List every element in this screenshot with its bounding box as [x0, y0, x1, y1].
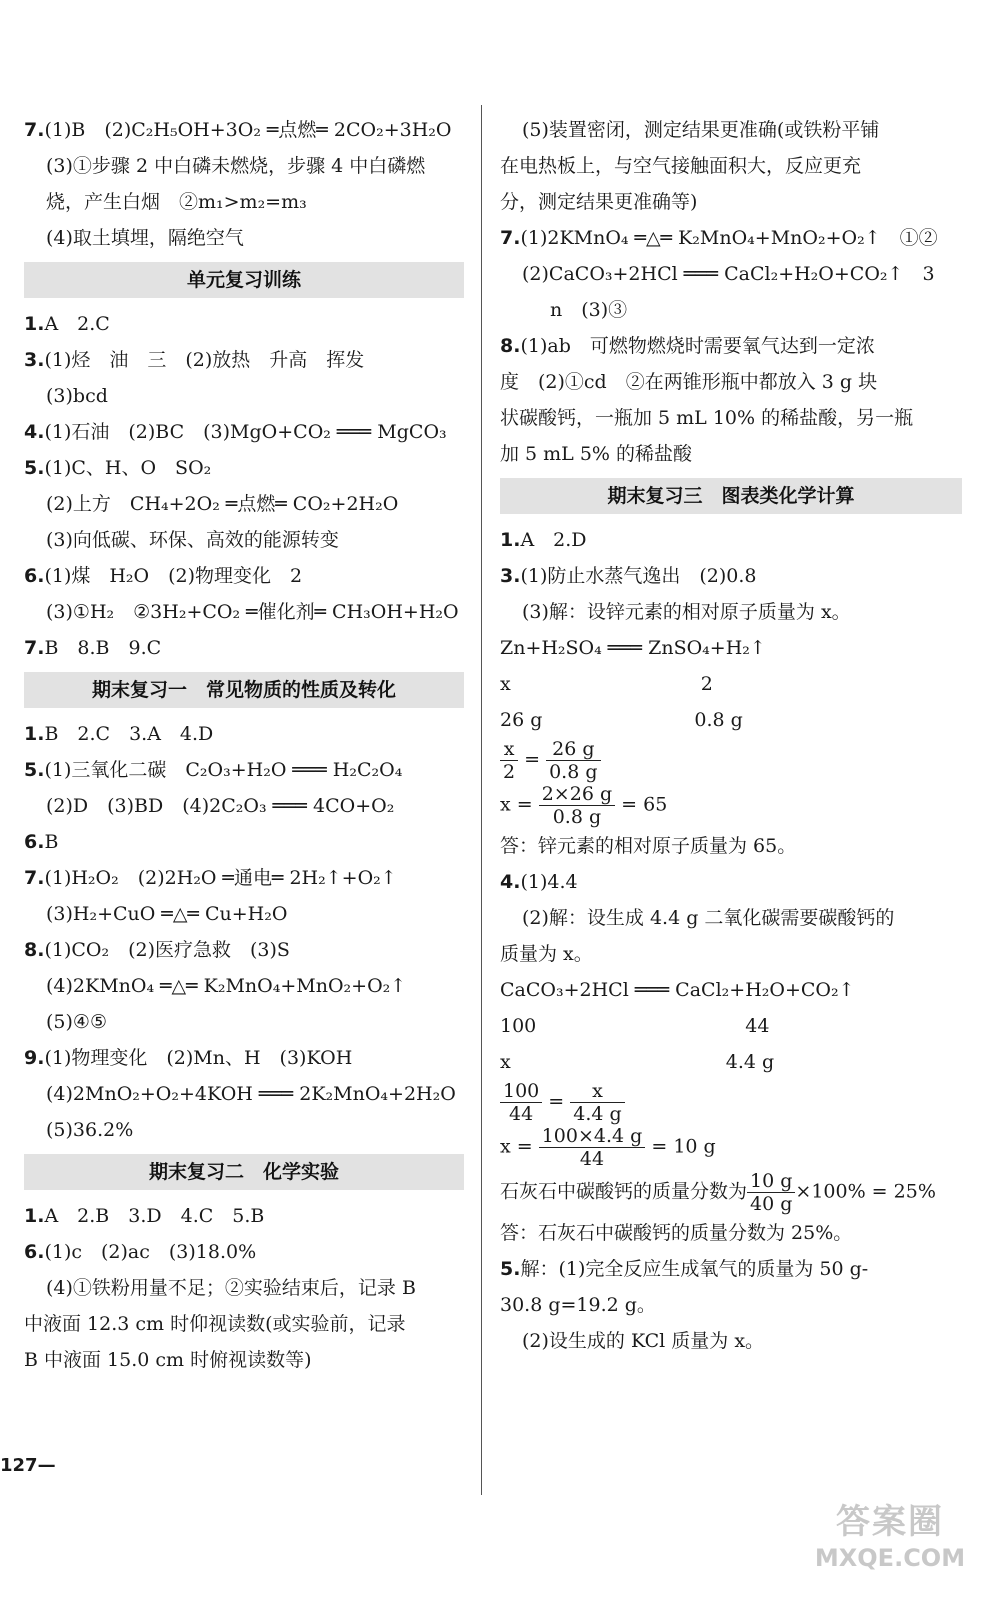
answer-text: (1)三氧化二碳 C₂O₃+H₂O ═══ H₂C₂O₄ [44, 759, 403, 781]
watermark-text: 答案圈 [836, 1502, 944, 1542]
fraction [546, 738, 600, 783]
question-line [24, 558, 464, 594]
fraction-denominator: 0.8 g [552, 806, 602, 828]
answer-text: 解：(1)完全反应生成氧气的质量为 50 g- [520, 1258, 869, 1280]
calculation-line [500, 1170, 962, 1215]
answer-text: A 2.C [44, 313, 110, 335]
calculation-line [500, 783, 962, 828]
question-line [24, 1040, 464, 1076]
fraction-denominator: 44 [509, 1103, 534, 1125]
calc-operator: = 10 g [645, 1135, 716, 1158]
question-number: 5. [24, 759, 45, 781]
fraction-numerator: 2×26 g [539, 783, 615, 806]
fraction [539, 783, 615, 828]
answer-text: (1)2KMnO₄ ═△═ K₂MnO₄+MnO₂+O₂↑ ①② [520, 227, 938, 249]
fraction [539, 1125, 646, 1170]
fraction-denominator: 4.4 g [573, 1103, 622, 1125]
watermark-url: MXQE.COM [814, 1544, 966, 1572]
calculation-line [500, 738, 962, 783]
question-number: 8. [500, 335, 521, 357]
fraction-denominator: 44 [579, 1148, 605, 1170]
answer-text: (1)c (2)ac (3)18.0% [44, 1241, 257, 1263]
question-number: 3. [500, 565, 521, 587]
question-number: 7. [500, 227, 521, 249]
question-line [24, 824, 464, 860]
question-line [500, 1251, 962, 1287]
answer-line: (2)D (3)BD (4)2C₂O₃ ═══ 4CO+O₂ [46, 795, 395, 817]
fraction-numerator: 26 g [546, 738, 600, 761]
question-line [500, 522, 962, 558]
question-number: 7. [24, 119, 45, 141]
answer-line: x 4.4 g [500, 1051, 775, 1073]
question-line [24, 342, 464, 378]
question-number: 3. [24, 349, 45, 371]
answer-text: A 2.D [520, 529, 587, 551]
question-line [24, 306, 464, 342]
fraction-denominator: 40 g [750, 1193, 793, 1215]
answer-line: 26 g 0.8 g [500, 709, 743, 731]
answer-text: (1)煤 H₂O (2)物理变化 2 [44, 565, 303, 587]
question-number: 5. [500, 1258, 521, 1280]
calc-operator: = [518, 748, 547, 771]
answer-line: 烧，产生白烟 ②m₁>m₂=m₃ [46, 191, 307, 213]
answer-line: (2)设生成的 KCl 质量为 x。 [522, 1330, 765, 1352]
answer-line: (3)向低碳、环保、高效的能源转变 [46, 529, 339, 551]
question-number: 6. [24, 1241, 45, 1263]
answer-line: (3)①H₂ ②3H₂+CO₂ ═催化剂═ CH₃OH+H₂O [46, 601, 459, 623]
answer-line: 30.8 g=19.2 g。 [500, 1294, 656, 1316]
column-divider [481, 105, 482, 1495]
question-line [24, 450, 464, 486]
answer-line: 状碳酸钙，一瓶加 5 mL 10% 的稀盐酸，另一瓶 [500, 407, 914, 429]
answer-line: 中液面 12.3 cm 时仰视读数(或实验前，记录 [24, 1313, 406, 1335]
answer-line: 分，测定结果更准确等) [500, 191, 698, 213]
question-line [24, 860, 464, 896]
calc-operator: ×100% = 25% [795, 1180, 936, 1203]
answer-text: B 2.C 3.A 4.D [44, 723, 214, 745]
answer-text: (1)物理变化 (2)Mn、H (3)KOH [44, 1047, 353, 1069]
answer-line: 质量为 x。 [500, 943, 593, 965]
question-line [24, 716, 464, 752]
fraction [500, 738, 518, 783]
question-line [24, 630, 464, 666]
answer-line: (5)36.2% [46, 1119, 134, 1141]
calculation-line [500, 1125, 962, 1170]
answer-text: (1)ab 可燃物燃烧时需要氧气达到一定浓 [520, 335, 875, 357]
answer-line: (3)bcd [46, 385, 108, 407]
watermark-logo [810, 1500, 970, 1580]
answer-text: B 8.B 9.C [44, 637, 162, 659]
answer-line: 100 44 [500, 1015, 770, 1037]
answer-line: (4)取土填埋，隔绝空气 [46, 227, 244, 249]
right-column [500, 112, 962, 1359]
calculation-line [500, 1080, 962, 1125]
question-number: 1. [24, 1205, 45, 1227]
question-number: 1. [24, 313, 45, 335]
calc-prefix: x = [500, 793, 539, 816]
section-header: 单元复习训练 [24, 262, 464, 298]
answer-text: (1)B (2)C₂H₅OH+3O₂ ═点燃═ 2CO₂+3H₂O [44, 119, 452, 141]
question-number: 1. [500, 529, 521, 551]
answer-line: 在电热板上，与空气接触面积大，反应更充 [500, 155, 862, 177]
answer-text: (1)H₂O₂ (2)2H₂O ═通电═ 2H₂↑+O₂↑ [44, 867, 397, 889]
section-header: 期末复习三 图表类化学计算 [500, 478, 962, 514]
fraction-denominator: 2 [503, 761, 516, 783]
answer-line: (2)CaCO₃+2HCl ═══ CaCl₂+H₂O+CO₂↑ 3 [522, 263, 935, 285]
answer-line: (2)上方 CH₄+2O₂ ═点燃═ CO₂+2H₂O [46, 493, 399, 515]
calc-prefix: x = [500, 1135, 539, 1158]
answer-line: 答：石灰石中碳酸钙的质量分数为 25%。 [500, 1222, 853, 1244]
question-number: 6. [24, 565, 45, 587]
answer-line: (4)2KMnO₄ ═△═ K₂MnO₄+MnO₂+O₂↑ [46, 975, 407, 997]
answer-text: (1)石油 (2)BC (3)MgO+CO₂ ═══ MgCO₃ [44, 421, 447, 443]
answer-line: (5)装置密闭，测定结果更准确(或铁粉平铺 [522, 119, 880, 141]
question-number: 8. [24, 939, 45, 961]
answer-line: (3)H₂+CuO ═△═ Cu+H₂O [46, 903, 288, 925]
question-line [24, 752, 464, 788]
answer-line: CaCO₃+2HCl ═══ CaCl₂+H₂O+CO₂↑ [500, 979, 855, 1001]
answer-line: (4)2MnO₂+O₂+4KOH ═══ 2K₂MnO₄+2H₂O [46, 1083, 456, 1105]
answer-line: (5)④⑤ [46, 1011, 107, 1033]
left-column [24, 112, 464, 1378]
answer-line: 度 (2)①cd ②在两锥形瓶中都放入 3 g 块 [500, 371, 878, 393]
answer-line: Zn+H₂SO₄ ═══ ZnSO₄+H₂↑ [500, 637, 766, 659]
fraction-numerator: x [570, 1080, 624, 1103]
question-line [500, 220, 962, 256]
question-number: 6. [24, 831, 45, 853]
answer-line: (3)解：设锌元素的相对原子质量为 x。 [522, 601, 851, 623]
section-header: 期末复习二 化学实验 [24, 1154, 464, 1190]
fraction-numerator: 10 g [747, 1170, 795, 1193]
fraction [747, 1170, 795, 1215]
question-line [500, 864, 962, 900]
answer-text: (1)4.4 [520, 871, 578, 893]
fraction-numerator: 100 [500, 1080, 542, 1103]
fraction [500, 1080, 542, 1125]
question-number: 5. [24, 457, 45, 479]
answer-line: n (3)③ [550, 299, 628, 321]
calc-operator: = [542, 1090, 571, 1113]
question-number: 7. [24, 867, 45, 889]
question-number: 4. [500, 871, 521, 893]
answer-line: x 2 [500, 673, 713, 695]
answer-line: (3)①步骤 2 中白磷未燃烧，步骤 4 中白磷燃 [46, 155, 426, 177]
question-line [500, 328, 962, 364]
answer-text: (1)CO₂ (2)医疗急救 (3)S [44, 939, 290, 961]
fraction-numerator: x [500, 738, 518, 761]
question-line [24, 112, 464, 148]
fraction-numerator: 100×4.4 g [539, 1125, 646, 1148]
answer-line: (4)①铁粉用量不足；②实验结束后，记录 B [46, 1277, 416, 1299]
fraction [570, 1080, 624, 1125]
fraction-denominator: 0.8 g [549, 761, 598, 783]
question-line [24, 932, 464, 968]
section-header: 期末复习一 常见物质的性质及转化 [24, 672, 464, 708]
question-number: 7. [24, 637, 45, 659]
calc-prefix: 石灰石中碳酸钙的质量分数为 [500, 1180, 748, 1203]
answer-line: 答：锌元素的相对原子质量为 65。 [500, 835, 797, 857]
question-line [24, 414, 464, 450]
question-number: 1. [24, 723, 45, 745]
question-line [24, 1234, 464, 1270]
answer-line: (2)解：设生成 4.4 g 二氧化碳需要碳酸钙的 [522, 907, 895, 929]
answer-text: B [44, 831, 59, 853]
question-line [500, 558, 962, 594]
answer-line: B 中液面 15.0 cm 时俯视读数等) [24, 1349, 312, 1371]
question-number: 4. [24, 421, 45, 443]
answer-text: (1)烃 油 三 (2)放热 升高 挥发 [44, 349, 365, 371]
answer-text: (1)C、H、O SO₂ [44, 457, 212, 479]
page-number: 127— [0, 1455, 56, 1476]
question-number: 9. [24, 1047, 45, 1069]
answer-text: (1)防止水蒸气逸出 (2)0.8 [520, 565, 757, 587]
answer-text: A 2.B 3.D 4.C 5.B [44, 1205, 265, 1227]
question-line [24, 1198, 464, 1234]
calc-operator: = 65 [615, 793, 668, 816]
answer-line: 加 5 mL 5% 的稀盐酸 [500, 443, 693, 465]
